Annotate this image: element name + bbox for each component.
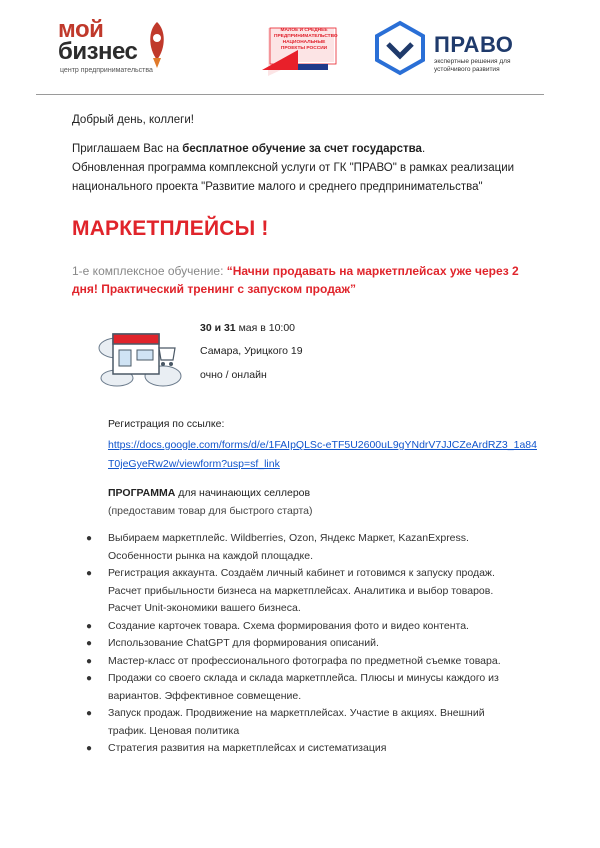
program-item-line: Особенности рынка на каждой площадке. bbox=[108, 549, 313, 562]
pravo-emblem-icon bbox=[372, 20, 428, 76]
registration-label: Регистрация по ссылке: bbox=[108, 418, 225, 430]
event-mode: очно / онлайн bbox=[200, 369, 267, 381]
program-item-line: Использование ChatGPT для формирования описаний. bbox=[108, 637, 379, 649]
program-item-line: вариантов. Эффективное совмещение. bbox=[108, 689, 302, 702]
course-title bbox=[72, 262, 542, 298]
program-item bbox=[72, 618, 532, 636]
description-line-1: Обновленная программа комплексной услуги от ГК "ПРАВО" в рамках реализации bbox=[72, 162, 515, 174]
invite-suffix: . bbox=[421, 143, 426, 155]
moi-biznes-logo bbox=[58, 18, 178, 78]
program-item-line: Мастер-класс от профессионального фотографа по предметной съемке товара. bbox=[108, 654, 501, 667]
rocket-icon bbox=[142, 20, 172, 70]
bullet-icon: ● bbox=[86, 708, 93, 719]
bullet-icon: ● bbox=[86, 568, 93, 579]
invite-prefix: Приглашаем Вас на bbox=[72, 143, 183, 155]
program-item-line: Запуск продаж. Продвижение на маркетплейсах. Участие в акциях. Внешний bbox=[108, 707, 485, 719]
bullet-icon: ● bbox=[86, 743, 93, 754]
program-title-rest: для начинающих селлеров bbox=[175, 487, 311, 499]
program-item-line: Расчет прибыльности бизнеса на маркетплейсах. Аналитика и выбор товаров. bbox=[108, 584, 494, 597]
invite-bold: бесплатное обучение за счет государства bbox=[182, 143, 422, 155]
logo-line1: мой bbox=[58, 16, 104, 43]
national-projects-logo bbox=[258, 20, 340, 78]
event-place: Самара, Урицкого 19 bbox=[200, 345, 303, 357]
program-item bbox=[72, 635, 532, 653]
program-item-line: Выбираем маркетплейс. Wildberries, Ozon, Яндекс Маркет, KazanExpress. bbox=[108, 532, 469, 544]
pravo-logo bbox=[372, 20, 542, 76]
bullet-icon: ● bbox=[86, 620, 93, 632]
logo-line2: бизнес bbox=[58, 38, 138, 65]
bullet-icon: ● bbox=[86, 638, 93, 649]
course-prefix: 1-е комплексное обучение: bbox=[72, 264, 227, 278]
program-item-line: Продажи со своего склада и склада маркетплейса. Плюсы и минусы каждого из bbox=[108, 672, 499, 684]
logo-subtitle: центр предпринимательства bbox=[60, 67, 153, 74]
online-store-illustration bbox=[95, 318, 185, 390]
program-item-line: Стратегия развития на маркетплейсах и систематизация bbox=[108, 742, 387, 754]
bullet-icon: ● bbox=[86, 673, 93, 684]
program-item bbox=[72, 653, 532, 671]
program-item-line: Регистрация аккаунта. Создаём личный кабинет и готовимся к запуску продаж. bbox=[108, 567, 495, 579]
program-item-line: Расчет Unit-экономики вашего бизнеса. bbox=[108, 602, 301, 614]
program-item bbox=[72, 705, 532, 740]
program-item bbox=[72, 565, 532, 618]
program-note: (предоставим товар для быстрого старта) bbox=[108, 505, 313, 517]
headline: МАРКЕТПЛЕЙСЫ ! bbox=[72, 217, 269, 240]
program-item-line: трафик. Ценовая политика bbox=[108, 724, 240, 737]
program-item-line: Создание карточек товара. Схема формирования фото и видео контента. bbox=[108, 619, 469, 632]
program-list bbox=[72, 530, 532, 758]
description-line-2: национального проекта "Развитие малого и среднего предпринимательства" bbox=[72, 181, 483, 193]
bullet-icon: ● bbox=[86, 655, 93, 667]
program-item bbox=[72, 530, 532, 565]
header-divider bbox=[36, 94, 544, 95]
pravo-subtitle: экспертные решения для устойчивого развития bbox=[434, 58, 511, 73]
invite-text bbox=[72, 140, 425, 159]
registration-link[interactable]: https://docs.google.com/forms/d/e/1FAIpQLSc-eTF5U2600uL9gYNdrV7JJCZeArdRZ3_1a84T0jeGyeRw2w/viewform?usp=sf_link bbox=[108, 439, 537, 470]
event-date-bold: 30 и 31 bbox=[200, 322, 236, 334]
greeting: Добрый день, коллеги! bbox=[72, 114, 194, 126]
program-title-bold: ПРОГРАММА bbox=[108, 487, 176, 499]
bullet-icon: ● bbox=[86, 533, 93, 544]
program-title bbox=[108, 486, 310, 500]
national-projects-text: МАЛОЕ И СРЕДНЕЕ ПРЕДПРИНИМАТЕЛЬСТВО НАЦИОНАЛЬНЫЕ ПРОЕКТЫ РОССИИ bbox=[274, 28, 338, 51]
event-date bbox=[200, 321, 295, 335]
course-name: “Начни продавать на маркетплейсах уже через 2 дня! Практический тренинг с запуском продаж” bbox=[72, 264, 519, 296]
pravo-title: ПРАВО bbox=[434, 32, 514, 57]
program-item bbox=[72, 670, 532, 705]
event-date-rest: мая в 10:00 bbox=[235, 322, 296, 334]
program-item bbox=[72, 740, 532, 758]
